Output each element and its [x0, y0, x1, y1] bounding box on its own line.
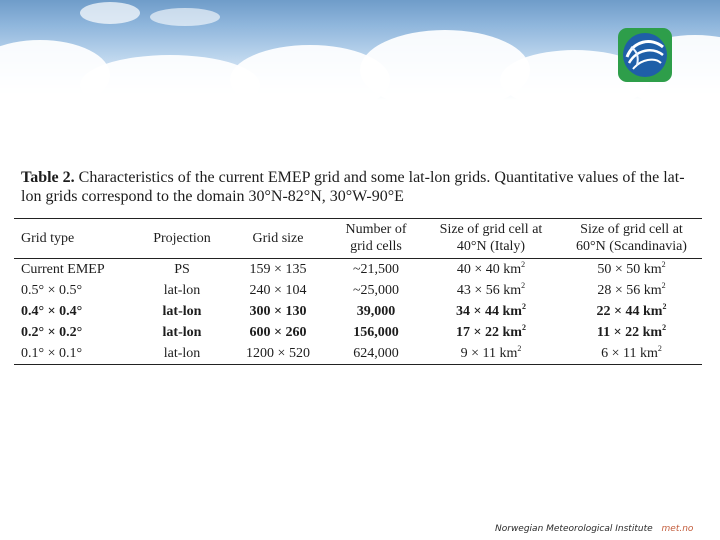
met-institute-logo-icon: [617, 27, 673, 83]
header-grid-type: Grid type: [21, 230, 75, 246]
caption-text: Characteristics of the current EMEP grid and some lat-lon grids. Quantitative values of the lat-lon grids correspond to the domain 30°N-82°N, 30°W-90°E: [21, 169, 685, 205]
cell-projection: lat-lon: [162, 325, 202, 340]
table-row: [14, 322, 702, 343]
cell-size-scandinavia: [561, 343, 702, 364]
cell-projection: lat-lon: [163, 346, 201, 361]
cell-size-scandinavia: [561, 258, 702, 280]
cell-size-italy-value: 40 × 40 km: [456, 262, 522, 277]
sky-banner: [0, 0, 720, 100]
cell-number-of-cells: 624,000: [353, 346, 399, 361]
cell-number-of-cells: 39,000: [356, 304, 396, 319]
cell-grid-type: 0.4° × 0.4°: [21, 304, 83, 319]
cell-size-scand-value: 11 × 22 km: [596, 325, 663, 340]
table-row: [14, 343, 702, 364]
cell-grid-type: Current EMEP: [21, 262, 105, 277]
header-projection: Projection: [153, 230, 211, 246]
table-row: [14, 301, 702, 322]
cell-size-scand-value: 50 × 50 km: [597, 262, 662, 277]
header-italy-line1: Size of grid cell at: [439, 222, 543, 237]
cell-size-scand-value: 28 × 56 km: [597, 283, 662, 298]
cell-number-of-cells: ~21,500: [352, 262, 400, 277]
unit-superscript: 2: [661, 260, 666, 269]
cell-size-scandinavia: [561, 322, 702, 343]
unit-superscript: 2: [662, 302, 667, 311]
header-number-of-cells: [331, 218, 421, 258]
cell-grid-size: 1200 × 520: [246, 346, 310, 361]
cell-size-scand-value: 22 × 44 km: [596, 304, 663, 319]
cell-grid-size: 600 × 260: [249, 325, 307, 340]
cell-size-italy: [421, 322, 561, 343]
cell-size-italy-value: 43 × 56 km: [456, 283, 522, 298]
footer-site-link[interactable]: met.no: [661, 524, 694, 534]
cell-grid-size: 300 × 130: [249, 304, 307, 319]
cell-size-italy: [421, 280, 561, 301]
header-scand-line1: Size of grid cell at: [580, 222, 683, 237]
cell-projection: PS: [174, 262, 190, 277]
cell-size-italy: [421, 258, 561, 280]
cell-grid-type: 0.1° × 0.1°: [21, 346, 83, 361]
unit-superscript: 2: [521, 323, 526, 332]
unit-superscript: 2: [662, 323, 667, 332]
caption-label: Table 2.: [21, 169, 75, 186]
grid-characteristics-table: [14, 218, 702, 364]
cell-grid-type: 0.5° × 0.5°: [21, 283, 83, 298]
table-row: [14, 280, 702, 301]
cell-grid-size: 159 × 135: [249, 262, 307, 277]
header-size-scandinavia: [561, 218, 702, 258]
cell-size-italy-value: 9 × 11 km: [460, 346, 518, 361]
header-italy-line2: 40°N (Italy): [456, 239, 526, 254]
table-bottom-rule: [14, 364, 702, 365]
cell-projection: lat-lon: [162, 304, 202, 319]
cell-projection: lat-lon: [163, 283, 201, 298]
footer-institute: Norwegian Meteorological Institute: [495, 524, 653, 534]
unit-superscript: 2: [517, 344, 522, 353]
header-cells-line2: grid cells: [350, 239, 402, 254]
cell-grid-size: 240 × 104: [249, 283, 307, 298]
unit-superscript: 2: [661, 281, 666, 290]
cell-size-italy: [421, 301, 561, 322]
unit-superscript: 2: [657, 344, 662, 353]
header-cells-line1: Number of: [345, 222, 407, 237]
table-row: [14, 258, 702, 280]
unit-superscript: 2: [521, 302, 526, 311]
cell-number-of-cells: 156,000: [353, 325, 399, 340]
cell-size-italy-value: 34 × 44 km: [456, 304, 522, 319]
table-header-row: [14, 218, 702, 258]
unit-superscript: 2: [521, 281, 526, 290]
header-grid-size: Grid size: [252, 230, 304, 246]
cell-size-italy-value: 17 × 22 km: [456, 325, 522, 340]
cell-size-scand-value: 6 × 11 km: [601, 346, 658, 361]
footer: [495, 524, 693, 534]
cell-size-italy: [421, 343, 561, 364]
unit-superscript: 2: [521, 260, 526, 269]
cell-number-of-cells: ~25,000: [352, 283, 400, 298]
cell-size-scandinavia: [561, 301, 702, 322]
header-size-italy: [421, 218, 561, 258]
header-scand-line2: 60°N (Scandinavia): [576, 239, 687, 254]
table-caption: [21, 168, 701, 206]
cell-grid-type: 0.2° × 0.2°: [21, 325, 83, 340]
cell-size-scandinavia: [561, 280, 702, 301]
